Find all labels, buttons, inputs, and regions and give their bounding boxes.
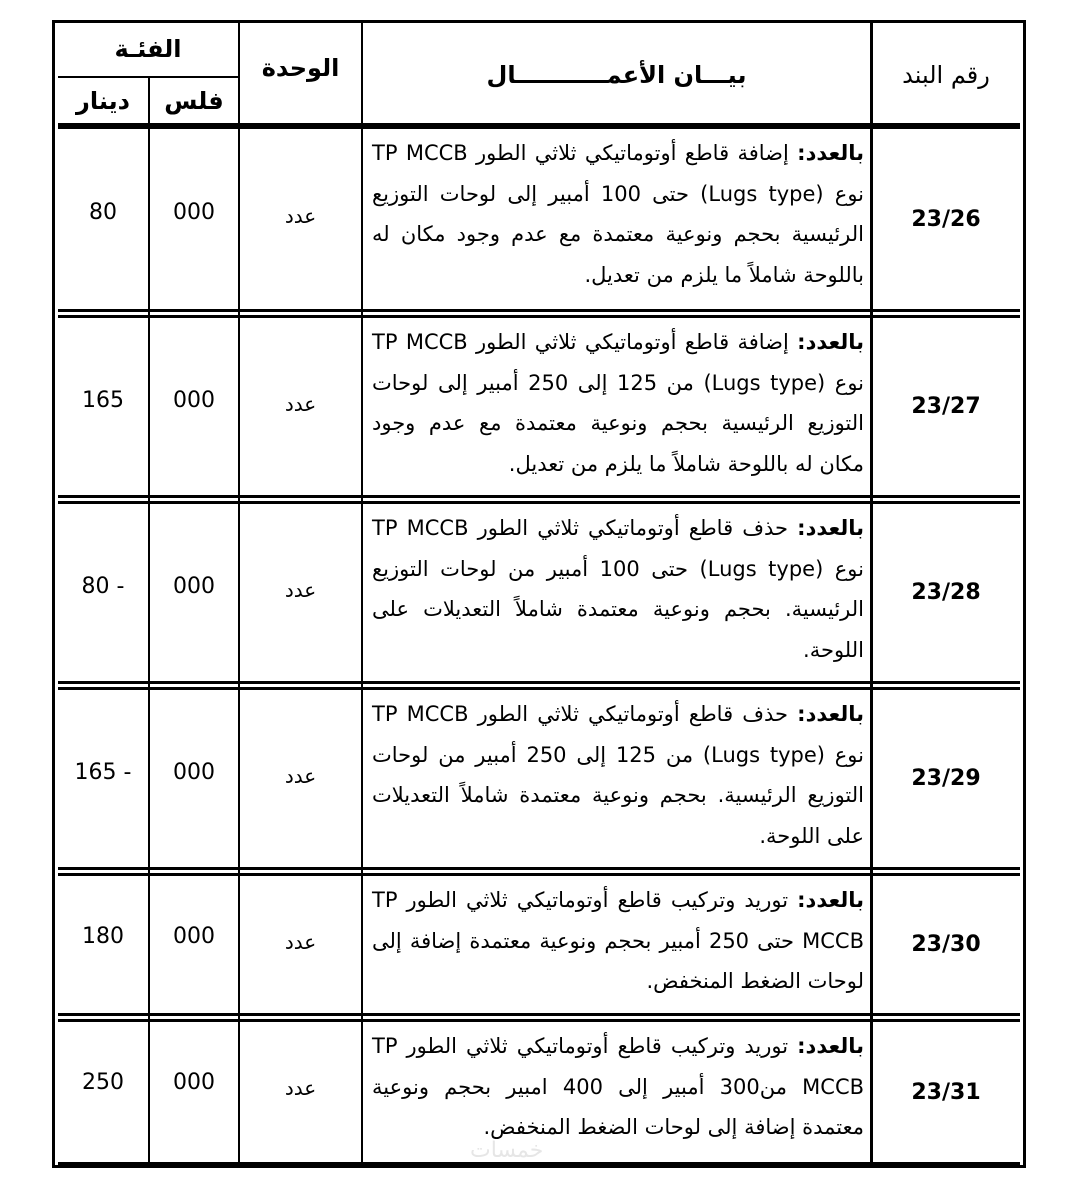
header-unit-label: الوحدة <box>261 54 340 82</box>
item-no-cell <box>872 1022 1020 1162</box>
description-text: توريد وتركيب قاطع أوتوماتيكي ثلاثي الطور TP MCCB حتى 250 أمبير بحجم ونوعية معتمدة إضافة إلى لوحات الضغط المنخفض. <box>372 888 864 993</box>
header-dinar-label: دينار <box>76 86 130 115</box>
fils-cell <box>150 876 238 1013</box>
unit-cell <box>240 318 361 495</box>
description-text: إضافة قاطع أوتوماتيكي ثلاثي الطور TP MCCB نوع (Lugs type) من 125 إلى 250 أمبير إلى لوحات التوزيع الرئيسية بحجم ونوعية معتمدة مع عدم وجود مكان له باللوحة شاملاً ما يلزم من تعديل. <box>372 330 865 476</box>
dinar-cell <box>58 129 148 309</box>
watermark: خمسات <box>470 1138 544 1163</box>
item-no-value: 23/30 <box>911 932 981 957</box>
unit-cell <box>240 129 361 309</box>
dinar-cell <box>58 690 148 867</box>
table-header <box>58 26 1020 126</box>
unit-cell <box>240 690 361 867</box>
description-prefix: بالعدد: <box>797 330 864 354</box>
description-prefix: بالعدد: <box>797 1034 864 1058</box>
column-line-4 <box>870 23 873 1165</box>
header-dinar <box>58 78 148 123</box>
header-category-label: الفئـة <box>114 34 182 63</box>
dinar-value: 80 <box>89 200 117 225</box>
item-no-value: 23/26 <box>911 206 981 232</box>
dinar-value: 250 <box>82 1070 124 1095</box>
header-item-no-label: رقم البند <box>902 60 990 89</box>
description-cell <box>366 690 870 867</box>
fils-cell <box>150 1022 238 1162</box>
description-prefix: بالعدد: <box>797 516 864 540</box>
dinar-cell <box>58 504 148 681</box>
unit-cell <box>240 504 361 681</box>
header-description <box>363 26 870 123</box>
unit-value: عدد <box>284 1076 317 1100</box>
table-row <box>58 873 1020 1016</box>
table-row <box>58 315 1020 498</box>
item-no-value: 23/28 <box>911 580 981 605</box>
fils-value: 000 <box>173 1070 215 1095</box>
header-description-label: بيـــان الأعمـــــــــــال <box>486 60 747 89</box>
fils-value: 000 <box>173 387 215 413</box>
fils-value: 000 <box>173 924 215 949</box>
table-row <box>58 687 1020 870</box>
item-no-value: 23/27 <box>911 394 981 419</box>
unit-value: عدد <box>284 930 317 954</box>
header-item-no <box>872 26 1020 123</box>
description-text: إضافة قاطع أوتوماتيكي ثلاثي الطور TP MCCB نوع (Lugs type) حتى 100 أمبير إلى لوحات التوزيع الرئيسية بحجم ونوعية معتمدة مع عدم وجود مكان له باللوحة شاملاً ما يلزم من تعديل. <box>372 141 865 287</box>
description-prefix: بالعدد: <box>797 141 864 165</box>
description-cell <box>366 504 870 681</box>
description-text: توريد وتركيب قاطع أوتوماتيكي ثلاثي الطور TP MCCB من300 أمبير إلى 400 امبير بحجم ونوعية معتمدة إضافة إلى لوحات الضغط المنخفض. <box>372 1034 865 1139</box>
table-row <box>58 501 1020 684</box>
item-no-value: 23/31 <box>911 1079 981 1105</box>
unit-value: عدد <box>284 577 317 602</box>
description-cell <box>366 876 870 1013</box>
header-fils-label: فلس <box>164 86 224 115</box>
description-text: حذف قاطع أوتوماتيكي ثلاثي الطور TP MCCB نوع (Lugs type) حتى 100 أمبير من لوحات التوزيع الرئيسية. بحجم ونوعية معتمدة شاملاً التعديلات على اللوحة. <box>372 516 865 662</box>
description-prefix: بالعدد: <box>797 888 864 912</box>
column-line-2 <box>238 23 240 1165</box>
description-prefix: بالعدد: <box>797 702 864 726</box>
fils-cell <box>150 504 238 681</box>
dinar-cell <box>58 876 148 1013</box>
header-fils <box>150 78 238 123</box>
item-no-cell <box>872 318 1020 495</box>
description-cell <box>366 1022 870 1162</box>
description-text: حذف قاطع أوتوماتيكي ثلاثي الطور TP MCCB نوع (Lugs type) من 125 إلى 250 أمبير من لوحات التوزيع الرئيسية. بحجم ونوعية معتمدة شاملاً التعديلات على اللوحة. <box>372 702 865 848</box>
item-no-value: 23/29 <box>911 766 981 791</box>
item-no-cell <box>872 690 1020 867</box>
bill-of-quantities-table <box>52 20 1026 1168</box>
unit-cell <box>240 876 361 1013</box>
unit-value: عدد <box>284 391 317 416</box>
unit-cell <box>240 1022 361 1162</box>
fils-cell <box>150 690 238 867</box>
fils-value: 000 <box>173 200 215 225</box>
dinar-value: 80 - <box>81 573 125 599</box>
column-line-3 <box>361 23 363 1165</box>
column-line-1 <box>148 76 150 1165</box>
dinar-cell <box>58 318 148 495</box>
table-row <box>58 126 1020 312</box>
dinar-cell <box>58 1022 148 1162</box>
header-category <box>58 26 238 71</box>
description-cell <box>366 318 870 495</box>
fils-cell <box>150 129 238 309</box>
fils-value: 000 <box>173 573 215 599</box>
fils-value: 000 <box>173 759 215 785</box>
dinar-value: 165 <box>82 387 124 413</box>
unit-value: عدد <box>284 204 317 228</box>
item-no-cell <box>872 876 1020 1013</box>
dinar-value: 165 - <box>74 759 132 785</box>
header-unit <box>240 26 361 123</box>
item-no-cell <box>872 129 1020 309</box>
item-no-cell <box>872 504 1020 681</box>
unit-value: عدد <box>284 763 317 788</box>
description-cell <box>366 129 870 309</box>
dinar-value: 180 <box>82 924 124 949</box>
fils-cell <box>150 318 238 495</box>
